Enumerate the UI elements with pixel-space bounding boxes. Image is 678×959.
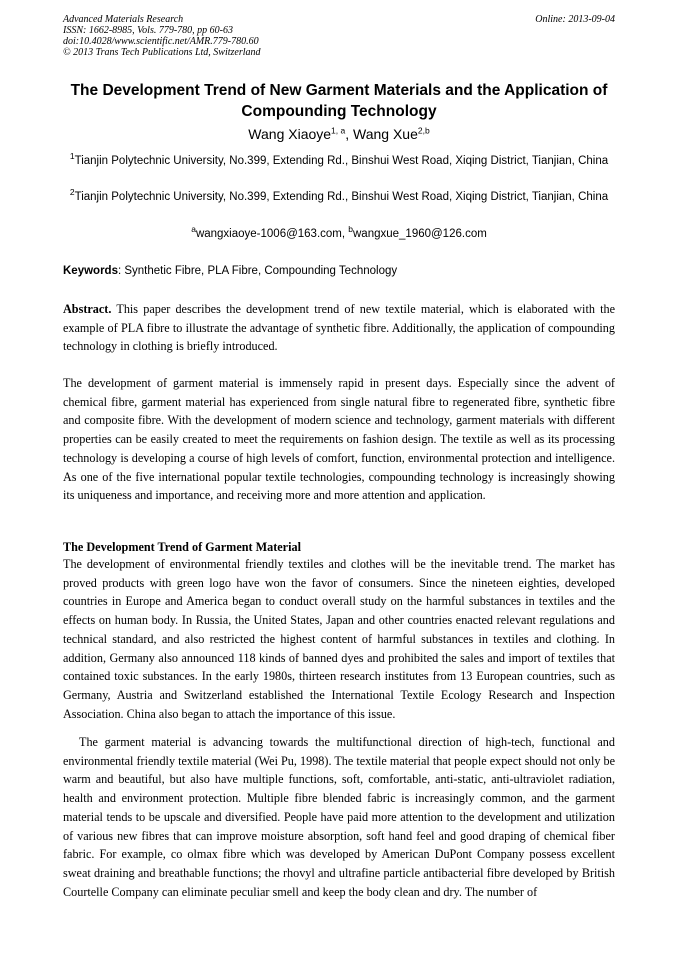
keywords-line — [63, 263, 615, 279]
author-separator: , — [345, 126, 354, 142]
affiliation-text: Tianjin Polytechnic University, No.399, Extending Rd., Binshui West Road, Xiqing District, Tianjian, China — [74, 191, 609, 203]
affiliation-2 — [63, 188, 615, 206]
email-superscript: b — [348, 224, 353, 235]
abstract-text: This paper describes the development trend of new textile material, which is elaborated with the example of PLA fibre to illustrate the advantage of synthetic fibre. Additionally, the application of compounding technology in clothing is briefly introduced. — [63, 302, 615, 354]
affiliation-text: Tianjin Polytechnic University, No.399, Extending Rd., Binshui West Road, Xiqing District, Tianjian, China — [74, 155, 609, 167]
abstract-label: Abstract. — [63, 302, 112, 316]
affiliation-superscript: 2 — [69, 187, 75, 198]
affiliation-1 — [63, 152, 615, 170]
body-paragraph: The development of environmental friendly textiles and clothes will be the inevitable trend. The market has proved products with green logo have won the favor of consumers. Since the nineteen eighties, developed countries in Europe and America began to conduct overall study on the harmful substances in textiles and the effects on human body. In Russia, the United States, Japan and other countries enacted relevant regulations and technical standard, and also restricted the highest content of harmful substances in textiles and clothing. In addition, Germany also announced 118 kinds of banned dyes and prohibited the sales and import of textiles that contained toxic substances. In the early 1980s, thirteen research institutes from 13 European countries, such as Germany, Austria and Switzerland established the International Textile Ecology Research and Inspection Association. China also began to attach the importance of this issue. — [63, 557, 615, 721]
author-name: Wang Xiaoye — [248, 126, 332, 142]
affiliation-superscript: 1 — [69, 151, 75, 162]
doi-line: doi:10.4028/www.scientific.net/AMR.779-780.60 — [63, 36, 259, 47]
paper-title: The Development Trend of New Garment Materials and the Application of Compounding Technology — [70, 82, 608, 120]
online-date: Online: 2013-09-04 — [535, 14, 615, 25]
copyright-line: © 2013 Trans Tech Publications Ltd, Switzerland — [63, 47, 261, 58]
running-header — [63, 14, 615, 58]
intro-paragraph: The development of garment material is immensely rapid in present days. Especially since the advent of chemical fibre, garment material has experienced from single natural fibre to regenerated fibre, synthetic fibre and composite fibre. With the development of modern science and technology, garment materials with different properties can be easily created to meet the requirements on fashion design. The textile as well as its processing technology is developing a course of high levels of comfort, function, environmental protection and intelligence. As one of the five international popular textile technologies, compounding technology is increasingly showing its uniqueness and importance, and receiving more and more attention and application. — [63, 376, 615, 503]
abstract-paragraph — [63, 300, 615, 356]
email-superscript: a — [191, 224, 196, 235]
author-superscript: 1, a — [331, 125, 346, 136]
keywords-label: Keywords — [63, 265, 118, 277]
email-line — [63, 225, 615, 243]
author-name: Wang Xue — [353, 126, 418, 142]
author-superscript: 2,b — [417, 125, 430, 136]
issn-line: ISSN: 1662-8985, Vols. 779-780, pp 60-63 — [63, 25, 233, 36]
email-address[interactable]: wangxiaoye-1006@163.com — [195, 228, 342, 240]
email-address[interactable]: wangxue_1960@126.com — [353, 228, 487, 240]
body-paragraph: The garment material is advancing towards the multifunctional direction of high-tech, functional and environmental friendly textile material (Wei Pu, 1998). The textile material that people expect should not only be warm and beautiful, but also have multiple functions, soft, comfortable, anti-static, anti-ultraviolet radiation, health and environment protection. Multiple fibre blended fabric is increasingly common, and the garment material tends to be upscale and diversified. People have paid more attention to the development and utilization of various new fibres that can improve moisture absorption, soft hand feel and good draping of chemical fiber fabric. For example, co olmax fibre which was developed by American DuPont Company possess excellent sweat draining and breathable functions; the rhovyl and ultrafine particle antibacterial fibre developed by British Courtelle Company can eliminate peculiar smell and keep the body clean and dry. The number of — [63, 735, 615, 899]
journal-name: Advanced Materials Research — [63, 14, 184, 25]
email-separator: , — [341, 228, 349, 240]
section-heading: The Development Trend of Garment Material — [63, 540, 301, 554]
keywords-text: : Synthetic Fibre, PLA Fibre, Compounding Technology — [117, 265, 398, 277]
author-line — [63, 124, 615, 144]
